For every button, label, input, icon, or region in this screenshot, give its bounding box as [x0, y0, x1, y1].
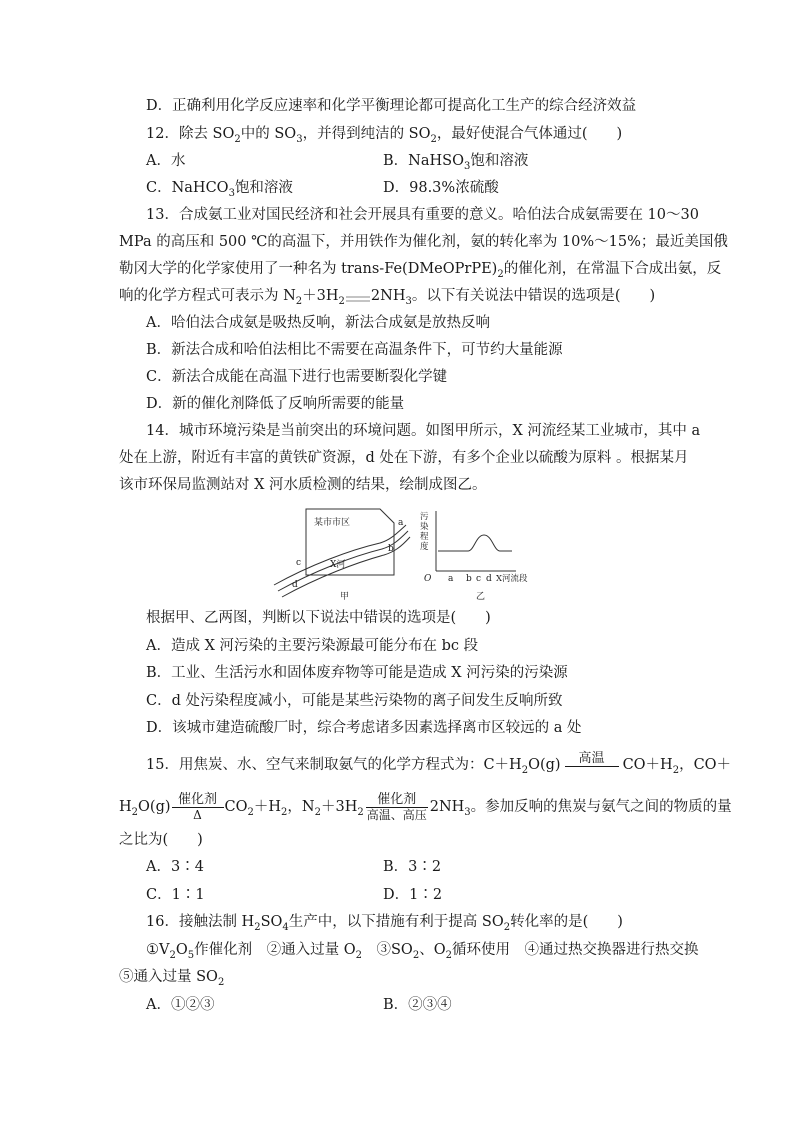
q12-stem: 12．除去 $SO_2$中的 $SO_3$，并得到纯洁的 $SO_2$，最好使混合气体通过( ) — [146, 126, 623, 145]
ylabel-1: 污 — [420, 512, 429, 522]
eq-condition-high-temp: 高温 — [565, 752, 619, 767]
q16-stem: 16．接触法制 $H_2SO_4$生产中，以下措施有利于提高 $SO_2$转化率的是( ) — [146, 914, 623, 933]
x-tick-a: a — [448, 574, 454, 584]
q13-stem-line4: 响的化学方程式可表示为 $N_2+3H_2$ $2NH_3$。以下有关说法中错误的选项是( ) — [119, 288, 656, 307]
q13-option-c: C．新法合成能在高温下进行也需要断裂化学键 — [146, 369, 448, 385]
q16-measures-line1: $①V_2O_5$作催化剂 ②通入过量 $O_2$ $③SO_2$、$O_2$循环使用 ④通过热交换器进行热交换 — [146, 942, 699, 961]
eq-condition-catalyst-heat: $\frac{\text{催化剂}}{\Delta}$ — [172, 793, 224, 822]
figure-yi — [420, 511, 528, 602]
q14-option-b: B．工业、生活污水和固体废弃物等可能是造成 X 河污染的污染源 — [146, 665, 568, 681]
q12-option-d: D．98.3%浓硫酸 — [383, 180, 499, 196]
x-tick-b: b — [466, 574, 472, 584]
point-a: a — [398, 518, 404, 528]
q13-stem-line3: 勒冈大学的化学家使用了一种名为 trans-$Fe(DMeOPrPE)_2$的催化剂，在常温下合成出氨，反 — [119, 261, 722, 280]
q15-option-c: C．1∶1 — [146, 887, 205, 903]
q15-option-d: D．1∶2 — [383, 887, 443, 903]
q15-stem-line1: 15．用焦炭、水、空气来制取氨气的化学方程式为：$C+H_2O(g)$ 高温 $CO+H_2$，CO＋ — [146, 750, 732, 776]
q15-stem-line3: 之比为( ) — [119, 832, 203, 848]
eq-condition-catalyst-high-temp-pressure: $\frac{\text{催化剂}}{\text{高温、高压}}$ — [366, 791, 427, 822]
q16-option-a: A．①②③ — [146, 997, 215, 1013]
jia-label: 甲 — [340, 592, 350, 602]
q12-option-a: A．水 — [146, 153, 186, 169]
point-d: d — [292, 580, 298, 590]
q13-option-d: D．新的催化剂降低了反响所需要的能量 — [146, 396, 405, 412]
figure-jia — [274, 509, 410, 602]
q14-question: 根据甲、乙两图，判断以下说法中错误的选项是( ) — [146, 610, 491, 626]
river-label: X河 — [330, 560, 346, 570]
yi-label: 乙 — [476, 592, 486, 602]
q12-option-b: B．NaHSO$_3$饱和溶液 — [383, 153, 529, 172]
q16-option-b: B．②③④ — [383, 997, 452, 1013]
city-label: 某市市区 — [314, 518, 351, 528]
q13-stem-line1: 13．合成氨工业对国民经济和社会开展具有重要的意义。哈伯法合成氨需要在 10～30 — [146, 207, 699, 223]
point-c: c — [296, 558, 302, 568]
q13-stem-line2: MPa 的高压和 500 ℃的高温下，并用铁作为催化剂，氨的转化率为 10%～15%；最近美国俄 — [119, 234, 728, 250]
x-tick-d: d — [486, 574, 492, 584]
q15-option-a: A．3∶4 — [146, 859, 204, 875]
q14-option-a: A．造成 X 河污染的主要污染源最可能分布在 bc 段 — [146, 638, 479, 654]
origin-label: O — [424, 574, 432, 584]
q14-stem-line3: 该市环保局监测站对 X 河水质检测的结果，绘制成图乙。 — [119, 477, 487, 493]
q16-measures-line2: ⑤通入过量 $SO_2$ — [119, 969, 225, 988]
ylabel-2: 染 — [420, 522, 429, 532]
q13-option-b: B．新法合成和哈伯法相比不需要在高温条件下，可节约大量能源 — [146, 342, 563, 358]
q15-stem-line2: $H_2O(g)$ $\frac{\text{催化剂}}{\Delta}$ $CO_2+H_2$，$N_2+3H_2$ $\frac{\text{催化剂}}{\text{高温、高压}}$ $2NH_3$。参加反响的焦炭与氨气之间的物质的量 — [119, 791, 732, 822]
q14-option-c: C．d 处污染程度减小，可能是某些污染物的离子间发生反响所致 — [146, 693, 563, 709]
q15-option-b: B．3∶2 — [383, 859, 442, 875]
xlabel: X河流段 — [496, 574, 528, 584]
q12-option-c: C．NaHCO$_3$饱和溶液 — [146, 180, 293, 199]
x-tick-c: c — [476, 574, 482, 584]
q14-option-d: D．该城市建造硫酸厂时，综合考虑诸多因素选择离市区较远的 a 处 — [146, 720, 582, 736]
pollution-figure — [270, 505, 540, 603]
ylabel-3: 程 — [420, 532, 429, 542]
reversible-arrow-icon — [345, 291, 371, 301]
q14-stem-line2: 处在上游，附近有丰富的黄铁矿资源，d 处在下游，有多个企业以硫酸为原料 。根据某月 — [119, 450, 689, 466]
point-b: b — [388, 544, 394, 554]
q11-option-d: D．正确利用化学反应速率和化学平衡理论都可提高化工生产的综合经济效益 — [146, 98, 637, 114]
q13-option-a: A．哈伯法合成氨是吸热反响，新法合成氨是放热反响 — [146, 315, 490, 331]
q14-stem-line1: 14．城市环境污染是当前突出的环境问题。如图甲所示，X 河流经某工业城市，其中 a — [146, 423, 701, 439]
ylabel-4: 度 — [420, 542, 429, 552]
